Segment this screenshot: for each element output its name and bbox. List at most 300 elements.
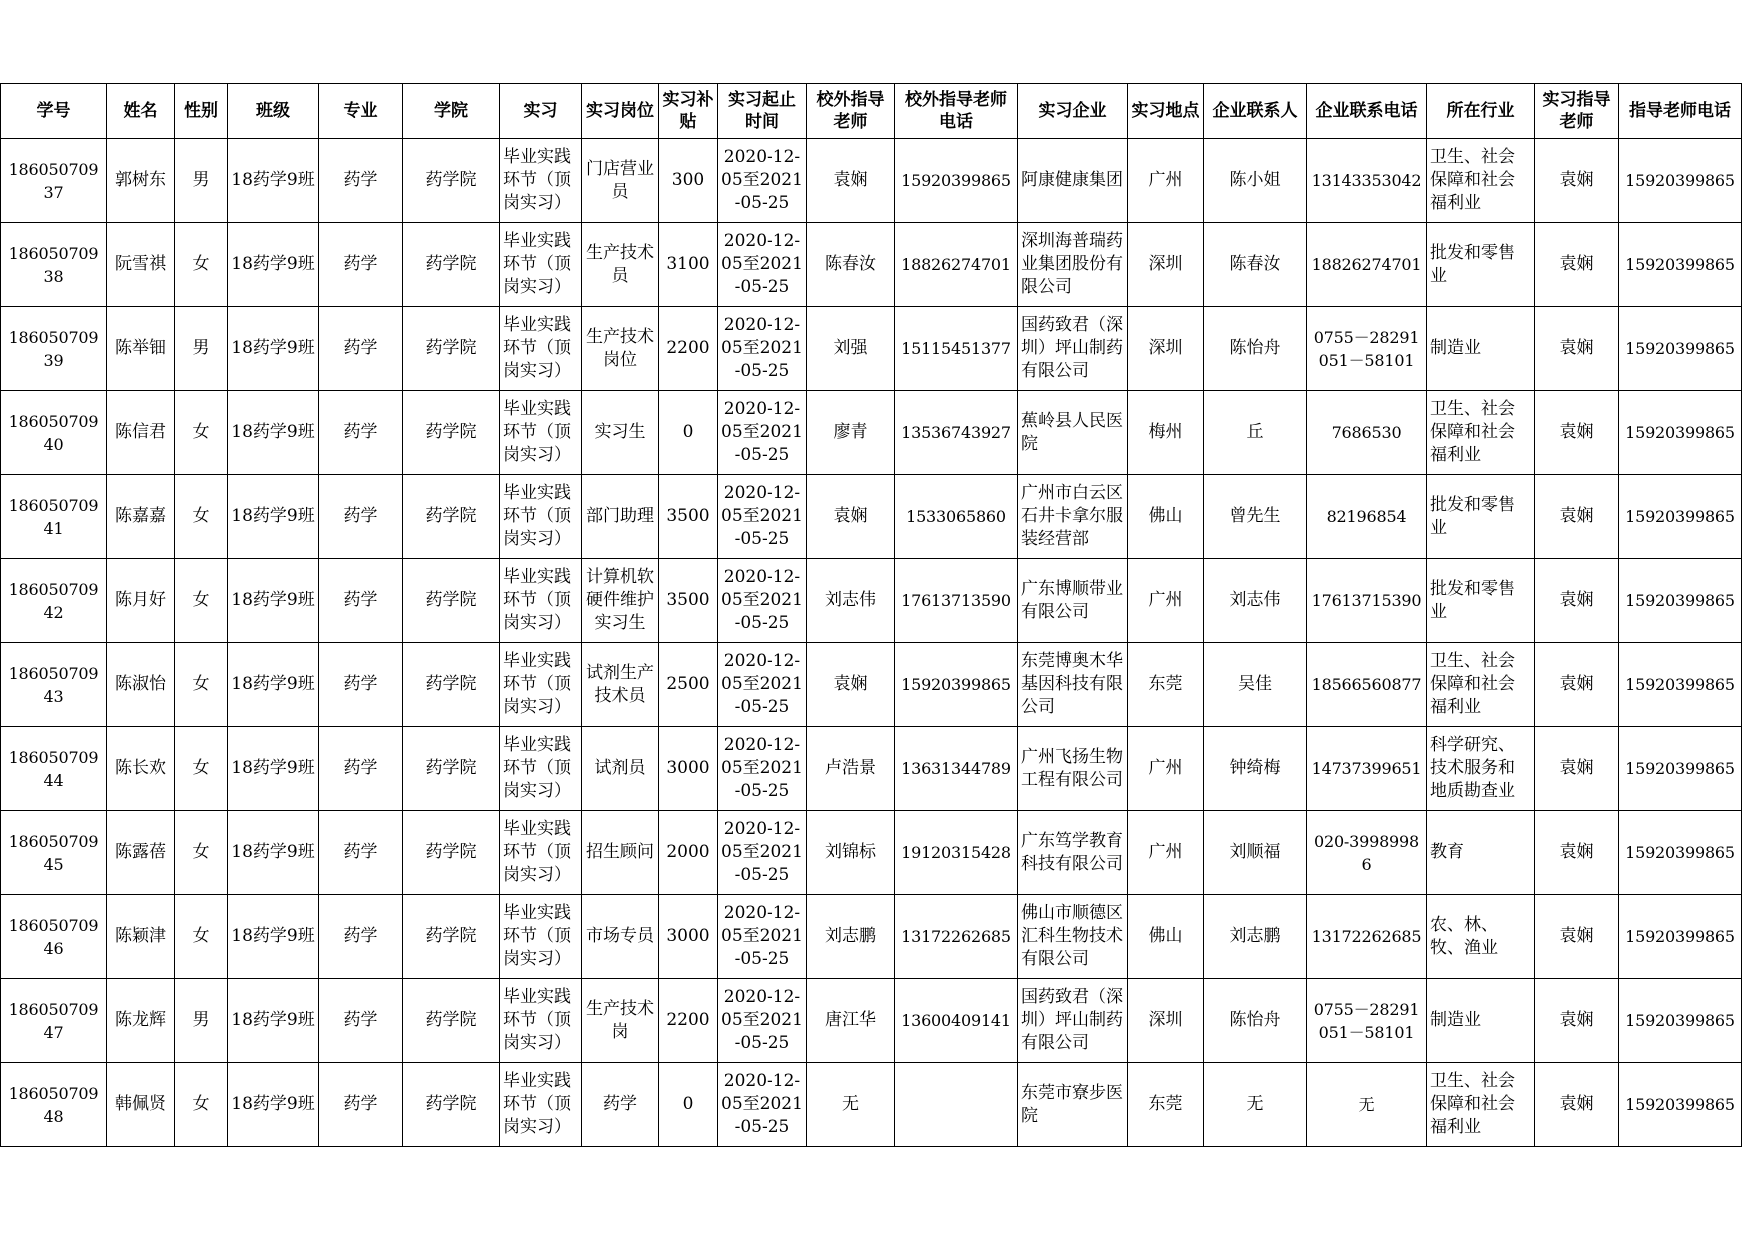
cell-text: 2020-12-05至2021-05-25 [721, 735, 803, 801]
cell-text: 15920399865 [1625, 1095, 1735, 1114]
table-cell [319, 979, 403, 1063]
cell-text: 18605070943 [8, 663, 99, 706]
table-cell [1204, 1063, 1307, 1147]
table-cell [1128, 895, 1204, 979]
table-cell [1619, 643, 1742, 727]
cell-text: 女 [192, 1094, 210, 1114]
cell-text: 卢浩景 [825, 758, 876, 778]
cell-text: 2200 [666, 338, 710, 358]
cell-text: 钟绮梅 [1229, 758, 1281, 778]
table-cell [718, 391, 807, 475]
cell-text: 袁娴 [1559, 506, 1594, 526]
table-row [1, 895, 1742, 979]
cell-text: 3100 [666, 254, 710, 274]
table-cell [228, 139, 319, 223]
cell-text: 陈嘉嘉 [115, 506, 166, 526]
cell-text: 18605070945 [8, 831, 99, 874]
cell-text: 制造业 [1430, 338, 1481, 358]
table-cell [895, 727, 1018, 811]
cell-text: 袁娴 [1559, 590, 1594, 610]
column-header: 学院 [403, 84, 500, 139]
cell-text: 2020-12-05至2021-05-25 [721, 231, 803, 297]
table-cell [228, 559, 319, 643]
cell-text: 18药学9班 [231, 1094, 315, 1114]
table-cell [500, 811, 582, 895]
cell-text: 韩佩贤 [115, 1094, 166, 1114]
table-row [1, 979, 1742, 1063]
cell-text: 东莞 [1148, 674, 1183, 694]
cell-text: 2200 [666, 1010, 710, 1030]
table-cell [175, 391, 228, 475]
table-cell [319, 223, 403, 307]
column-header: 实习指导老师 [1535, 84, 1619, 139]
cell-text: 广东笃学教育科技有限公司 [1021, 830, 1123, 874]
column-header: 指导老师电话 [1619, 84, 1742, 139]
cell-text: 15920399865 [1625, 675, 1735, 694]
table-cell [403, 559, 500, 643]
table-cell [659, 1063, 718, 1147]
cell-text: 袁娴 [1559, 1010, 1594, 1030]
table-row [1, 811, 1742, 895]
cell-text: 女 [192, 674, 210, 694]
table-cell [175, 979, 228, 1063]
cell-text: 制造业 [1430, 1010, 1481, 1030]
table-cell [1, 979, 107, 1063]
table-cell [319, 643, 403, 727]
table-cell [1128, 1063, 1204, 1147]
table-cell [807, 727, 895, 811]
column-header: 实习企业 [1018, 84, 1128, 139]
cell-text: 19120315428 [901, 843, 1011, 862]
table-cell [1018, 559, 1128, 643]
table-cell [1619, 895, 1742, 979]
table-cell [1018, 811, 1128, 895]
table-cell [107, 727, 175, 811]
table-cell [500, 139, 582, 223]
cell-text: 部门助理 [586, 506, 654, 526]
cell-text: 毕业实践环节（顶岗实习） [503, 819, 571, 885]
table-cell [500, 475, 582, 559]
cell-text: 广东博顺带业有限公司 [1021, 578, 1123, 622]
table-cell [500, 391, 582, 475]
cell-text: 毕业实践环节（顶岗实习） [503, 483, 571, 549]
table-cell [582, 391, 659, 475]
table-cell [228, 895, 319, 979]
cell-text: 计算机软硬件维护实习生 [586, 567, 654, 633]
cell-text: 药学 [343, 170, 378, 190]
cell-text: 18605070938 [8, 243, 99, 286]
cell-text: 15920399865 [1625, 423, 1735, 442]
cell-text: 药学院 [425, 674, 477, 694]
table-cell [1, 643, 107, 727]
column-header: 校外指导老师 [807, 84, 895, 139]
cell-text: 15920399865 [1625, 759, 1735, 778]
table-cell [895, 223, 1018, 307]
cell-text: 18药学9班 [231, 758, 315, 778]
table-cell [319, 139, 403, 223]
table-cell [582, 475, 659, 559]
table-cell [1018, 895, 1128, 979]
cell-text: 18药学9班 [231, 170, 315, 190]
cell-text: 袁娴 [1559, 254, 1594, 274]
table-cell [807, 1063, 895, 1147]
cell-text: 毕业实践环节（顶岗实习） [503, 987, 571, 1053]
cell-text: 广州 [1148, 170, 1183, 190]
table-cell [319, 1063, 403, 1147]
table-cell [1204, 139, 1307, 223]
cell-text: 毕业实践环节（顶岗实习） [503, 651, 571, 717]
cell-text: 药学 [343, 254, 378, 274]
cell-text: 2000 [666, 842, 710, 862]
table-cell [1128, 391, 1204, 475]
cell-text: 女 [192, 506, 210, 526]
table-cell [1307, 979, 1427, 1063]
cell-text: 药学院 [425, 338, 477, 358]
table-cell [403, 139, 500, 223]
column-header: 企业联系人 [1204, 84, 1307, 139]
table-row [1, 1063, 1742, 1147]
cell-text: 13143353042 [1311, 171, 1422, 190]
table-row [1, 643, 1742, 727]
table-cell [228, 643, 319, 727]
cell-text: 生产技术岗位 [586, 326, 654, 370]
cell-text: 农、林、牧、渔业 [1430, 914, 1498, 958]
table-cell [718, 1063, 807, 1147]
table-row [1, 307, 1742, 391]
table-cell [718, 727, 807, 811]
cell-text: 0755－28291051－58101 [1313, 999, 1420, 1042]
cell-text: 药学院 [425, 926, 477, 946]
column-header: 所在行业 [1427, 84, 1535, 139]
cell-text: 陈露蓓 [115, 842, 166, 862]
cell-text: 广州 [1148, 758, 1183, 778]
table-cell [1204, 979, 1307, 1063]
cell-text: 300 [671, 170, 705, 190]
cell-text: 佛山市顺德区汇科生物技术有限公司 [1021, 903, 1123, 969]
table-cell [582, 895, 659, 979]
table-cell [1204, 727, 1307, 811]
table-cell [1018, 643, 1128, 727]
column-header: 校外指导老师电话 [895, 84, 1018, 139]
table-cell [807, 223, 895, 307]
table-cell [403, 475, 500, 559]
table-cell [175, 643, 228, 727]
cell-text: 廖青 [833, 422, 868, 442]
cell-text: 毕业实践环节（顶岗实习） [503, 567, 571, 633]
table-cell [807, 391, 895, 475]
cell-text: 82196854 [1326, 507, 1407, 526]
table-cell [1307, 895, 1427, 979]
table-cell [718, 307, 807, 391]
cell-text: 唐江华 [825, 1010, 876, 1030]
cell-text: 2020-12-05至2021-05-25 [721, 651, 803, 717]
table-cell [228, 811, 319, 895]
cell-text: 3000 [666, 926, 710, 946]
table-cell [1128, 811, 1204, 895]
cell-text: 广州市白云区石井卡拿尔服装经营部 [1021, 483, 1123, 549]
cell-text: 批发和零售业 [1430, 242, 1515, 286]
table-cell [1128, 475, 1204, 559]
table-cell [1018, 475, 1128, 559]
cell-text: 18605070939 [8, 327, 99, 370]
table-cell [500, 223, 582, 307]
cell-text: 18药学9班 [231, 1010, 315, 1030]
cell-text: 深圳 [1148, 254, 1183, 274]
cell-text: 15920399865 [1625, 171, 1735, 190]
column-header: 性别 [175, 84, 228, 139]
table-cell [1535, 559, 1619, 643]
cell-text: 3000 [666, 758, 710, 778]
table-cell [1427, 727, 1535, 811]
table-cell [1619, 139, 1742, 223]
table-cell [718, 643, 807, 727]
cell-text: 女 [192, 758, 210, 778]
cell-text: 陈春汝 [825, 254, 876, 274]
cell-text: 020-39989986 [1313, 831, 1419, 874]
cell-text: 15920399865 [901, 675, 1011, 694]
cell-text: 毕业实践环节（顶岗实习） [503, 735, 571, 801]
table-cell [175, 727, 228, 811]
cell-text: 13536743927 [901, 423, 1011, 442]
cell-text: 15920399865 [1625, 591, 1735, 610]
table-cell [403, 811, 500, 895]
table-cell [1619, 475, 1742, 559]
cell-text: 药学 [343, 1094, 378, 1114]
table-cell [1307, 559, 1427, 643]
cell-text: 18药学9班 [231, 590, 315, 610]
table-cell [1, 223, 107, 307]
table-cell [1535, 643, 1619, 727]
cell-text: 毕业实践环节（顶岗实习） [503, 147, 571, 213]
cell-text: 陈怡舟 [1229, 1010, 1281, 1030]
table-cell [659, 391, 718, 475]
cell-text: 2020-12-05至2021-05-25 [721, 399, 803, 465]
table-cell [1619, 307, 1742, 391]
table-row [1, 139, 1742, 223]
cell-text: 郭树东 [115, 170, 166, 190]
table-cell [718, 139, 807, 223]
cell-text: 试剂员 [594, 758, 646, 778]
column-header: 实习 [500, 84, 582, 139]
table-cell [895, 391, 1018, 475]
table-cell [582, 727, 659, 811]
table-cell [582, 1063, 659, 1147]
cell-text: 东莞市寮步医院 [1021, 1082, 1123, 1126]
cell-text: 袁娴 [833, 674, 868, 694]
cell-text: 3500 [666, 590, 710, 610]
table-cell [500, 895, 582, 979]
cell-text: 13172262685 [1311, 927, 1422, 946]
table-cell [403, 727, 500, 811]
cell-text: 药学院 [425, 758, 477, 778]
cell-text: 药学院 [425, 1010, 477, 1030]
cell-text: 国药致君（深圳）坪山制药有限公司 [1021, 987, 1123, 1053]
cell-text: 毕业实践环节（顶岗实习） [503, 1071, 571, 1137]
cell-text: 佛山 [1148, 506, 1183, 526]
table-row [1, 475, 1742, 559]
table-cell [319, 895, 403, 979]
table-cell [403, 895, 500, 979]
table-cell [659, 559, 718, 643]
cell-text: 丘 [1246, 422, 1264, 442]
cell-text: 18826274701 [1311, 255, 1422, 274]
cell-text: 实习生 [594, 422, 646, 442]
table-cell [659, 727, 718, 811]
cell-text: 陈举钿 [115, 338, 166, 358]
cell-text: 15920399865 [1625, 843, 1735, 862]
cell-text: 17613713590 [901, 591, 1011, 610]
table-cell [1619, 979, 1742, 1063]
cell-text: 13631344789 [901, 759, 1011, 778]
table-cell [659, 895, 718, 979]
cell-text: 刘志伟 [825, 590, 876, 610]
table-row [1, 391, 1742, 475]
table-cell [500, 643, 582, 727]
cell-text: 卫生、社会保障和社会福利业 [1430, 651, 1515, 717]
table-cell [500, 979, 582, 1063]
cell-text: 药学 [343, 506, 378, 526]
cell-text: 广州 [1148, 590, 1183, 610]
cell-text: 18药学9班 [231, 506, 315, 526]
cell-text: 袁娴 [1559, 674, 1594, 694]
cell-text: 药学 [343, 590, 378, 610]
table-cell [895, 475, 1018, 559]
table-cell [1018, 1063, 1128, 1147]
table-cell [107, 223, 175, 307]
table-cell [1, 307, 107, 391]
cell-text: 科学研究、技术服务和地质勘查业 [1430, 735, 1515, 801]
cell-text: 18605070937 [8, 159, 99, 202]
cell-text: 袁娴 [833, 506, 868, 526]
cell-text: 2020-12-05至2021-05-25 [721, 1071, 803, 1137]
cell-text: 毕业实践环节（顶岗实习） [503, 399, 571, 465]
cell-text: 阿康健康集团 [1021, 170, 1123, 190]
cell-text: 15115451377 [901, 339, 1011, 358]
table-cell [1128, 727, 1204, 811]
table-cell [175, 811, 228, 895]
table-cell [1427, 1063, 1535, 1147]
table-cell [1619, 391, 1742, 475]
cell-text: 教育 [1430, 842, 1464, 862]
cell-text: 2020-12-05至2021-05-25 [721, 567, 803, 633]
table-cell [1128, 643, 1204, 727]
table-cell [319, 811, 403, 895]
cell-text: 毕业实践环节（顶岗实习） [503, 903, 571, 969]
cell-text: 袁娴 [1559, 758, 1594, 778]
table-cell [1427, 811, 1535, 895]
cell-text: 无 [1246, 1094, 1264, 1114]
table-cell [718, 979, 807, 1063]
cell-text: 18566560877 [1311, 675, 1422, 694]
table-cell [807, 139, 895, 223]
table-cell [895, 307, 1018, 391]
table-cell [718, 811, 807, 895]
cell-text: 门店营业员 [586, 158, 654, 202]
column-header: 学号 [1, 84, 107, 139]
cell-text: 市场专员 [586, 926, 654, 946]
table-header-row [1, 84, 1742, 139]
table-cell [403, 1063, 500, 1147]
cell-text: 东莞 [1148, 1094, 1183, 1114]
column-header: 实习岗位 [582, 84, 659, 139]
cell-text: 18605070944 [8, 747, 99, 790]
table-cell [319, 559, 403, 643]
table-cell [403, 643, 500, 727]
cell-text: 药学 [343, 674, 378, 694]
table-row [1, 223, 1742, 307]
cell-text: 袁娴 [1559, 1094, 1594, 1114]
table-cell [1204, 895, 1307, 979]
table-cell [1204, 223, 1307, 307]
table-body [1, 139, 1742, 1147]
cell-text: 招生顾问 [586, 842, 654, 862]
cell-text: 女 [192, 590, 210, 610]
table-cell [582, 979, 659, 1063]
cell-text: 18药学9班 [231, 254, 315, 274]
table-cell [1307, 475, 1427, 559]
cell-text: 药学院 [425, 254, 477, 274]
table-cell [1018, 139, 1128, 223]
table-cell [1128, 979, 1204, 1063]
cell-text: 药学院 [425, 842, 477, 862]
table-cell [403, 307, 500, 391]
table-cell [175, 1063, 228, 1147]
table-cell [659, 223, 718, 307]
cell-text: 药学院 [425, 590, 477, 610]
table-cell [659, 307, 718, 391]
cell-text: 7686530 [1331, 423, 1402, 442]
cell-text: 18药学9班 [231, 842, 315, 862]
table-cell [718, 895, 807, 979]
table-cell [1619, 727, 1742, 811]
table-cell [1427, 643, 1535, 727]
cell-text: 0 [682, 422, 694, 442]
table-cell [659, 979, 718, 1063]
cell-text: 刘锦标 [825, 842, 876, 862]
cell-text: 15920399865 [901, 171, 1011, 190]
table-cell [1307, 307, 1427, 391]
table-cell [228, 979, 319, 1063]
cell-text: 东莞博奥木华基因科技有限公司 [1021, 651, 1123, 717]
table-cell [107, 139, 175, 223]
table-cell [718, 223, 807, 307]
cell-text: 0755－28291051－58101 [1313, 327, 1420, 370]
table-cell [1535, 895, 1619, 979]
table-cell [1204, 475, 1307, 559]
table-cell [1427, 223, 1535, 307]
table-cell [1018, 979, 1128, 1063]
cell-text: 毕业实践环节（顶岗实习） [503, 231, 571, 297]
table-cell [228, 223, 319, 307]
cell-text: 18药学9班 [231, 338, 315, 358]
cell-text: 陈月好 [115, 590, 166, 610]
cell-text: 袁娴 [1559, 338, 1594, 358]
table-cell [1427, 979, 1535, 1063]
cell-text: 刘顺福 [1229, 842, 1281, 862]
table-cell [1, 391, 107, 475]
table-cell [500, 559, 582, 643]
table-cell [175, 895, 228, 979]
table-cell [1, 139, 107, 223]
column-header: 实习地点 [1128, 84, 1204, 139]
table-cell [659, 643, 718, 727]
cell-text: 14737399651 [1311, 759, 1422, 778]
cell-text: 蕉岭县人民医院 [1021, 410, 1123, 454]
cell-text: 刘志鹏 [825, 926, 876, 946]
cell-text: 药学院 [425, 422, 477, 442]
table-cell [1307, 223, 1427, 307]
cell-text: 1533065860 [906, 507, 1006, 526]
